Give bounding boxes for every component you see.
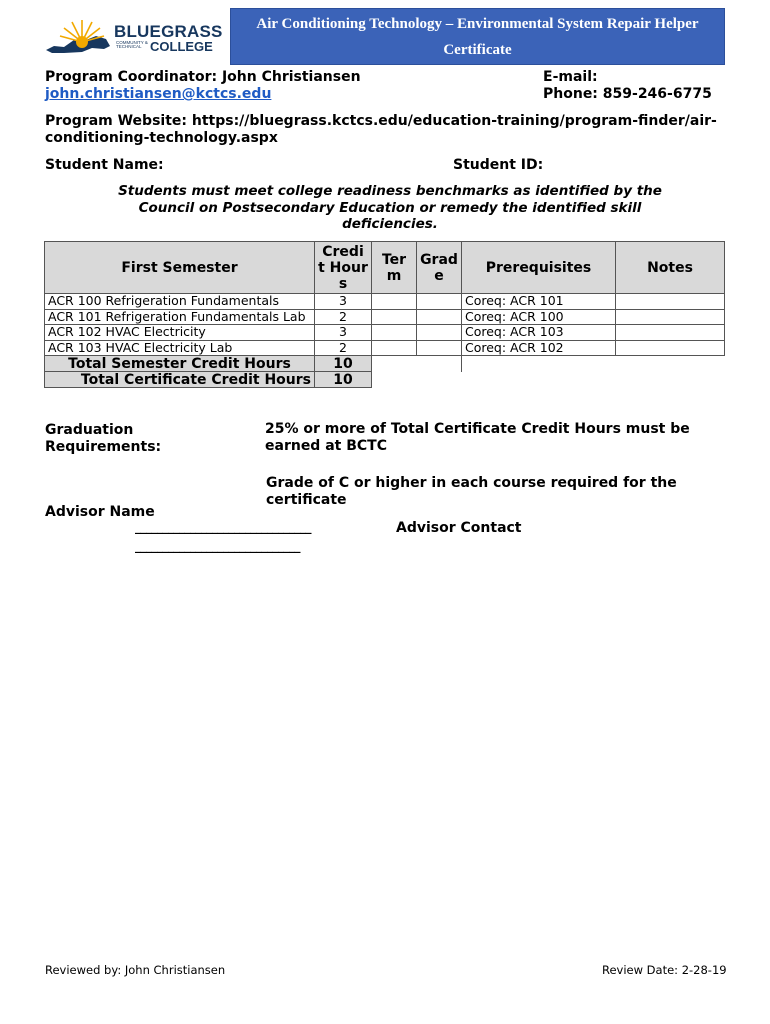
notes-cell[interactable] (616, 325, 725, 341)
logo-small-text: COMMUNITY & TECHNICAL (116, 40, 148, 50)
graduation-requirements-label (45, 422, 161, 456)
banner-title-line2: Certificate (443, 42, 512, 58)
advisor-contact-label: Advisor Contact (396, 520, 522, 536)
review-date: Review Date: 2-28-19 (602, 963, 727, 977)
requirement1-line2: earned at BCTC (265, 438, 387, 454)
course-prereq: Coreq: ACR 101 (462, 294, 616, 310)
grade-cell[interactable] (417, 309, 462, 325)
readiness-note-line1: Students must meet college readiness benchmarks as identified by the (118, 183, 662, 199)
banner-title-line1: Air Conditioning Technology – Environmental System Repair Helper (256, 16, 699, 32)
graduation-label-line1: Graduation (45, 422, 134, 438)
course-credits: 2 (315, 340, 372, 356)
table-row (45, 309, 725, 325)
course-name: ACR 100 Refrigeration Fundamentals (45, 294, 315, 310)
total-semester-label: Total Semester Credit Hours (45, 356, 315, 372)
course-name: ACR 103 HVAC Electricity Lab (45, 340, 315, 356)
notes-cell[interactable] (616, 340, 725, 356)
term-cell[interactable] (372, 294, 417, 310)
phone-number: Phone: 859-246-6775 (543, 86, 712, 102)
header-notes: Notes (616, 242, 725, 294)
header-prerequisites: Prerequisites (462, 242, 616, 294)
email-label: E-mail: (543, 69, 598, 85)
total-certificate-row (45, 372, 725, 388)
header-first-semester: First Semester (45, 242, 315, 294)
readiness-note-line3: deficiencies. (342, 216, 438, 232)
grade-cell[interactable] (417, 325, 462, 341)
table-row (45, 294, 725, 310)
advisor-contact-line[interactable]: ______________________________ (135, 539, 300, 553)
college-logo (44, 14, 223, 56)
program-coordinator: Program Coordinator: John Christiansen (45, 69, 361, 85)
requirement1-line1: 25% or more of Total Certificate Credit Hours must be (265, 421, 690, 437)
table-header-row (45, 242, 725, 294)
readiness-note (100, 183, 680, 233)
total-semester-value: 10 (315, 356, 372, 372)
total-certificate-value: 10 (315, 372, 372, 388)
readiness-note-line2: Council on Postsecondary Education or remedy the identified skill (138, 199, 642, 216)
notes-cell[interactable] (616, 309, 725, 325)
requirement2-line2: certificate (266, 492, 347, 508)
header-grade: Grad e (417, 242, 462, 294)
program-website-line1: Program Website: https://bluegrass.kctcs.edu/education-training/program-finder/air- (45, 113, 717, 129)
total-semester-row (45, 356, 725, 372)
course-name: ACR 101 Refrigeration Fundamentals Lab (45, 309, 315, 325)
certificate-title-banner (230, 8, 725, 65)
course-credits: 3 (315, 325, 372, 341)
header-credit-hours: Credi t Hours (315, 242, 372, 294)
requirement-credit-hours (265, 421, 690, 455)
logo-wordmark-top: BLUEGRASS (114, 22, 223, 41)
requirement2-line1: Grade of C or higher in each course required for the (266, 475, 677, 491)
reviewed-by: Reviewed by: John Christiansen (45, 963, 226, 977)
student-name-label: Student Name: (45, 157, 164, 173)
course-prereq: Coreq: ACR 102 (462, 340, 616, 356)
course-credits: 2 (315, 309, 372, 325)
program-website-line2: conditioning-technology.aspx (45, 130, 278, 146)
graduation-label-line2: Requirements: (45, 439, 162, 455)
advisor-name-label: Advisor Name (45, 504, 155, 520)
course-name: ACR 102 HVAC Electricity (45, 325, 315, 341)
coordinator-email-link[interactable]: john.christiansen@kctcs.edu (45, 86, 272, 102)
logo-wordmark-bottom: COLLEGE (150, 39, 213, 54)
header-term: Ter m (372, 242, 417, 294)
grade-cell[interactable] (417, 294, 462, 310)
course-prereq: Coreq: ACR 103 (462, 325, 616, 341)
advisor-name-line[interactable]: ________________________________ (135, 520, 311, 534)
total-certificate-label: Total Certificate Credit Hours (45, 372, 315, 388)
sunrise-logo-icon (44, 16, 114, 56)
table-row (45, 325, 725, 341)
student-id-label: Student ID: (453, 157, 544, 173)
term-cell[interactable] (372, 340, 417, 356)
notes-cell[interactable] (616, 294, 725, 310)
course-credits: 3 (315, 294, 372, 310)
program-website (45, 113, 717, 147)
course-table (44, 241, 725, 388)
term-cell[interactable] (372, 309, 417, 325)
requirement-grade (266, 475, 677, 509)
term-cell[interactable] (372, 325, 417, 341)
course-prereq: Coreq: ACR 100 (462, 309, 616, 325)
table-row (45, 340, 725, 356)
grade-cell[interactable] (417, 340, 462, 356)
